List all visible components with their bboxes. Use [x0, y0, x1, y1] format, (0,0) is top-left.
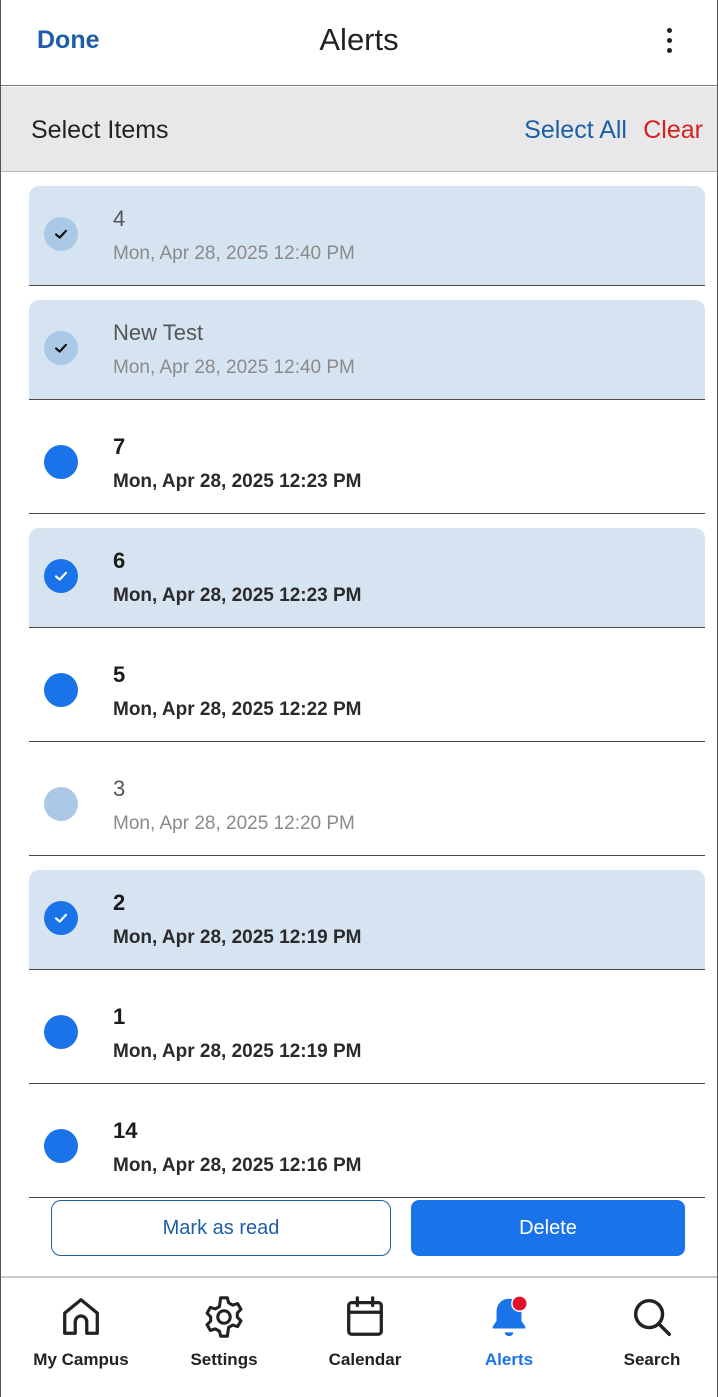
alert-title: 6	[113, 548, 126, 573]
list-item[interactable]	[29, 870, 705, 970]
alert-title: 3	[113, 776, 126, 801]
alert-list	[29, 186, 705, 1212]
list-item[interactable]	[29, 642, 705, 742]
select-indicator-icon[interactable]	[44, 1129, 78, 1163]
select-indicator-icon[interactable]	[44, 331, 78, 365]
clear-button[interactable]: Clear	[643, 116, 703, 144]
nav-item-settings[interactable]	[164, 1294, 284, 1370]
nav-label: Settings	[190, 1350, 258, 1369]
select-indicator-icon[interactable]	[44, 673, 78, 707]
alert-date: Mon, Apr 28, 2025 12:19 PM	[113, 927, 362, 948]
select-items-label: Select Items	[31, 116, 169, 144]
action-bar	[1, 1200, 717, 1260]
alert-date: Mon, Apr 28, 2025 12:16 PM	[113, 1155, 362, 1176]
alert-title: 1	[113, 1004, 126, 1029]
calendar-icon	[342, 1294, 388, 1340]
nav-item-my-campus[interactable]	[21, 1294, 141, 1370]
select-indicator-icon[interactable]	[44, 901, 78, 935]
alert-date: Mon, Apr 28, 2025 12:40 PM	[113, 357, 355, 378]
alert-date: Mon, Apr 28, 2025 12:23 PM	[113, 585, 362, 606]
alert-title: 2	[113, 890, 126, 915]
search-icon	[629, 1294, 675, 1340]
alert-date: Mon, Apr 28, 2025 12:40 PM	[113, 243, 355, 264]
alert-date: Mon, Apr 28, 2025 12:22 PM	[113, 699, 362, 720]
nav-item-calendar[interactable]	[305, 1294, 425, 1370]
gear-icon	[201, 1294, 247, 1340]
nav-label: My Campus	[33, 1350, 129, 1369]
list-item[interactable]	[29, 1098, 705, 1198]
select-indicator-icon[interactable]	[44, 445, 78, 479]
alert-title: 7	[113, 434, 126, 459]
select-indicator-icon[interactable]	[44, 787, 78, 821]
alert-date: Mon, Apr 28, 2025 12:20 PM	[113, 813, 355, 834]
alert-date: Mon, Apr 28, 2025 12:23 PM	[113, 471, 362, 492]
done-button[interactable]: Done	[37, 26, 100, 54]
list-item[interactable]	[29, 414, 705, 514]
select-bar	[1, 87, 717, 172]
select-all-button[interactable]: Select All	[524, 116, 627, 144]
list-item[interactable]	[29, 984, 705, 1084]
alert-date: Mon, Apr 28, 2025 12:19 PM	[113, 1041, 362, 1062]
bottom-nav	[1, 1276, 717, 1397]
more-vertical-icon[interactable]	[659, 28, 679, 58]
list-item[interactable]	[29, 186, 705, 286]
nav-item-search[interactable]	[592, 1294, 712, 1370]
nav-label: Calendar	[328, 1350, 402, 1369]
header	[1, 0, 717, 86]
notification-badge-icon	[512, 1296, 527, 1311]
delete-button[interactable]: Delete	[411, 1200, 685, 1256]
list-item[interactable]	[29, 756, 705, 856]
list-item[interactable]	[29, 300, 705, 400]
select-indicator-icon[interactable]	[44, 217, 78, 251]
select-indicator-icon[interactable]	[44, 1015, 78, 1049]
nav-label: Search	[623, 1350, 681, 1369]
alert-title: 4	[113, 206, 126, 231]
page-title: Alerts	[319, 22, 399, 57]
alert-title: 14	[113, 1118, 138, 1143]
bell-icon	[486, 1294, 532, 1340]
mark-as-read-button[interactable]: Mark as read	[51, 1200, 391, 1256]
nav-label: Alerts	[484, 1350, 534, 1369]
list-item[interactable]	[29, 528, 705, 628]
nav-item-alerts[interactable]	[449, 1294, 569, 1370]
alert-title: 5	[113, 662, 126, 687]
home-icon	[58, 1294, 104, 1340]
alert-title: New Test	[113, 320, 204, 345]
select-indicator-icon[interactable]	[44, 559, 78, 593]
